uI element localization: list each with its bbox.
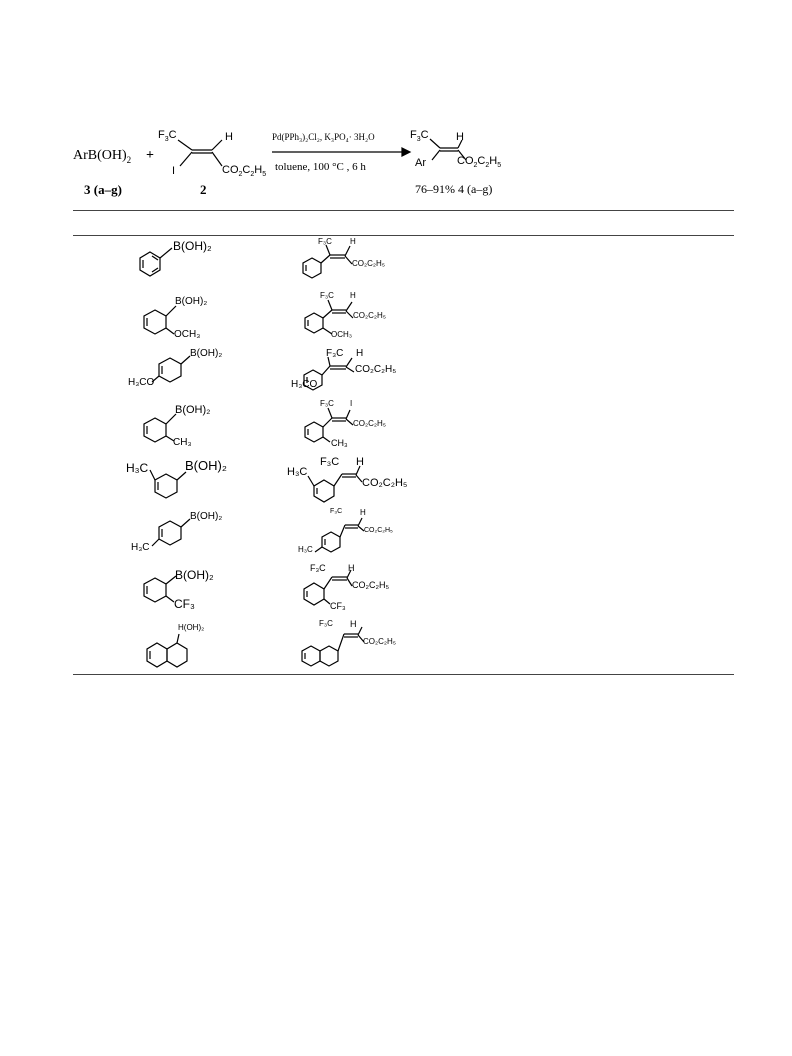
row7-reactant-sub: CF₃ xyxy=(174,597,195,611)
row7-reactant-ring xyxy=(144,576,176,602)
row2-product-f3c: F₃C xyxy=(320,291,334,300)
label-2: 2 xyxy=(200,182,207,197)
row2-product-ester: CO₂C₂H₅ xyxy=(353,311,386,320)
row4-product-sub: CH₃ xyxy=(331,438,348,448)
row7-product xyxy=(304,570,352,605)
row3-product-sub: H₃CO xyxy=(291,379,318,390)
reagent-2-h: H xyxy=(225,131,233,143)
product-4-f3c: $F_3C$ xyxy=(410,129,429,144)
yield-label: 76–91% 4 (a–g) xyxy=(415,182,493,196)
row2-product-h: H xyxy=(350,291,356,300)
reagent-2-ester: $CO_2C_2H_5$ xyxy=(222,164,267,179)
row5-reactant-ring xyxy=(150,470,186,498)
row6-product-h: H xyxy=(360,508,366,517)
row8-product-ester: CO₂C₂H₅ xyxy=(363,637,396,646)
row3-product-f3c: F₃C xyxy=(326,348,344,359)
product-4-h: H xyxy=(456,131,464,143)
row4-reactant-ring xyxy=(144,414,176,442)
row1-reactant-ring xyxy=(140,248,172,276)
reagent-2-f3c: $F_3C$ xyxy=(158,129,177,144)
row8-product-h: H xyxy=(350,619,357,629)
reagent-2-i: I xyxy=(172,165,176,177)
row6-product xyxy=(315,518,364,552)
row5-reactant-sub: H₃C xyxy=(126,461,149,475)
row3-product-ester: CO₂C₂H₅ xyxy=(355,364,397,375)
row2-product xyxy=(305,300,353,334)
row1-product xyxy=(303,245,352,278)
row5-product-sub: H₃C xyxy=(287,466,308,478)
row4-product-h: I xyxy=(350,399,353,408)
row4-product-f3c: F₃C xyxy=(320,399,334,408)
row2-product-sub: OCH₃ xyxy=(331,330,353,339)
label-3: 3 (a–g) xyxy=(84,182,122,197)
row2-reactant-sub: OCH₃ xyxy=(174,329,201,340)
row6-product-ester: CO₂C₂H₅ xyxy=(364,527,393,534)
row1-product-h: H xyxy=(350,237,356,246)
row3-product-h: H xyxy=(356,348,364,359)
row5-reactant-label: B(OH)₂ xyxy=(185,458,227,473)
row1-product-f3c: F₃C xyxy=(318,237,332,246)
row5-product-ester: CO₂C₂H₅ xyxy=(362,477,408,489)
row3-reactant-ring xyxy=(152,356,190,382)
row4-product xyxy=(305,408,353,442)
row7-product-f3c: F₃C xyxy=(310,563,326,573)
row4-reactant-sub: CH₃ xyxy=(173,437,192,448)
row7-reactant-label: B(OH)₂ xyxy=(175,568,214,582)
condition-bottom: toluene, 100 °C , 6 h xyxy=(275,161,366,173)
row5-product-h: H xyxy=(356,456,364,468)
row4-product-ester: CO₂C₂H₅ xyxy=(353,419,386,428)
row7-product-ester: CO₂C₂H₅ xyxy=(352,580,390,590)
product-4-ester: $CO_2C_2H_5$ xyxy=(457,155,502,170)
row1-product-ester: CO₂C₂H₅ xyxy=(352,259,385,268)
row8-reactant-ring xyxy=(147,634,187,667)
row6-reactant-label: B(OH)₂ xyxy=(190,511,223,522)
condition-top: Pd(PPh₃)₂Cl₂, K₃PO₄· 3H₂O xyxy=(272,132,375,142)
row2-reactant-ring xyxy=(144,306,176,334)
row6-reactant-ring xyxy=(152,519,190,546)
reagent-arb: $ArB(OH)_2$ xyxy=(73,148,132,165)
row8-reactant-label: H(OH)₂ xyxy=(178,623,205,632)
row2-reactant-label: B(OH)₂ xyxy=(175,296,208,307)
row7-product-h: H xyxy=(348,563,355,573)
row6-product-sub: H₃C xyxy=(298,545,313,554)
row8-product xyxy=(302,627,364,666)
row3-reactant-sub: H₃CO xyxy=(128,377,155,388)
row3-reactant-label: B(OH)₂ xyxy=(190,348,223,359)
row1-reactant-label: B(OH)₂ xyxy=(173,239,212,253)
row5-product-f3c: F₃C xyxy=(320,456,340,468)
row6-product-f3c: F₃C xyxy=(330,508,343,515)
row7-product-sub: CF₃ xyxy=(330,601,346,611)
row4-reactant-label: B(OH)₂ xyxy=(175,404,211,416)
plus-sign: + xyxy=(146,148,154,163)
product-4-ar: Ar xyxy=(415,157,426,169)
row8-product-f3c: F₃C xyxy=(319,619,333,628)
row5-product xyxy=(308,466,362,502)
row6-reactant-sub: H₃C xyxy=(131,542,150,553)
